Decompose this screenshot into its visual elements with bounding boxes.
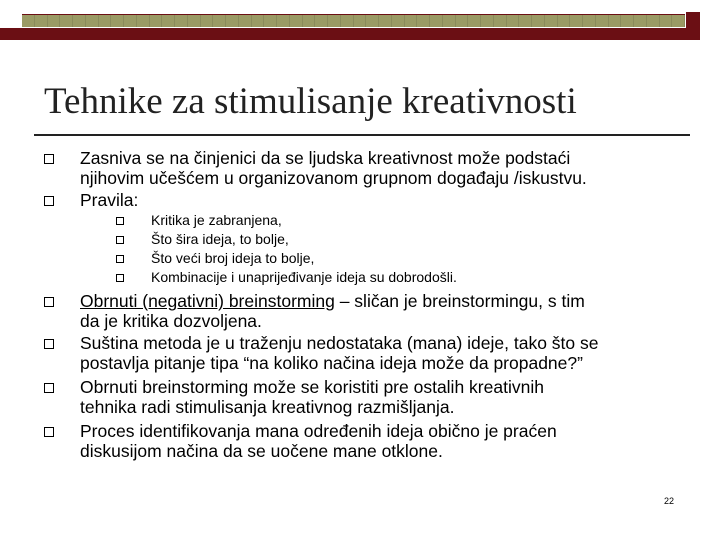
bullet-text-line: diskusijom načina da se uočene mane otklone. [80,441,443,461]
sub-bullet-text: Što šira ideja, to bolje, [151,231,289,247]
bullet-text-line: tehnika radi stimulisanja kreativnog razmišljanja. [80,397,455,417]
square-bullet-icon [44,297,54,307]
square-bullet-icon [44,339,54,349]
bullet-text-rest: – sličan je breinstormingu, s tim [334,291,585,311]
bullet-text-line: Suština metoda je u traženju nedostataka (mana) ideje, tako što se [80,333,599,353]
sub-bullet-text: Kritika je zabranjena, [151,212,282,228]
bullet-text-line: postavlja pitanje tipa “na koliko načina ideja može da propadne?” [80,353,583,373]
square-bullet-icon [44,427,54,437]
square-bullet-icon [116,217,124,225]
square-bullet-icon [44,154,54,164]
bullet-text-line: Proces identifikovanja mana određenih ideja obično je praćen [80,421,557,441]
sub-bullet-text: Što veći broj ideja to bolje, [151,250,315,266]
bullet-text-line: Zasniva se na činjenici da se ljudska kreativnost može podstaći [80,148,571,168]
square-bullet-icon [116,236,124,244]
bullet-text-line: njihovim učešćem u organizovanom grupnom događaju /iskustvu. [80,168,587,188]
bullet-text-line: da je kritika dozvoljena. [80,311,262,331]
bullet-text-line [80,291,585,311]
underlined-term: Obrnuti (negativni) breinstorming [80,291,335,311]
square-bullet-icon [44,196,54,206]
bullet-text-line: Pravila: [80,190,139,210]
sub-bullet-text: Kombinacije i unaprijeđivanje ideja su dobrodošli. [151,269,457,285]
bullet-text-line: Obrnuti breinstorming može se koristiti pre ostalih kreativnih [80,377,544,397]
square-bullet-icon [116,274,124,282]
page-number: 22 [664,496,675,506]
square-bullet-icon [44,383,54,393]
slide-title: Tehnike za stimulisanje kreativnosti [44,81,577,122]
square-bullet-icon [116,255,124,263]
